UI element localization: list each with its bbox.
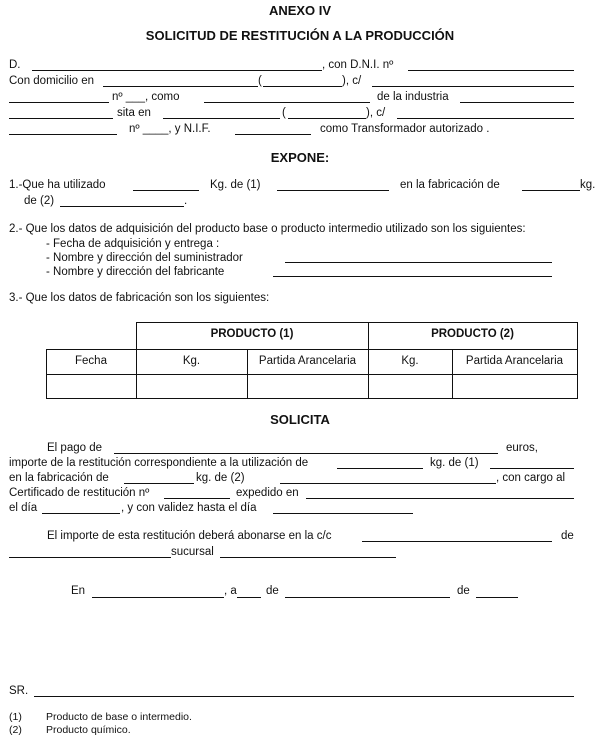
dia-label: el día bbox=[9, 502, 38, 514]
p2-item-suministrador: - Nombre y dirección del suministrador bbox=[46, 252, 243, 264]
fabricacion-label: en la fabricación de bbox=[9, 472, 109, 484]
p2-item-fecha: - Fecha de adquisición y entrega : bbox=[46, 238, 220, 250]
table-group-product2: PRODUCTO (2) bbox=[431, 328, 514, 340]
a-label: , a bbox=[224, 585, 237, 597]
como-label: nº ___, como bbox=[112, 91, 180, 103]
p1-product2-field[interactable] bbox=[60, 206, 184, 207]
footnote-2-text: Producto químico. bbox=[46, 724, 131, 736]
annex-label: ANEXO IV bbox=[268, 3, 332, 18]
table-col-kg1: Kg. bbox=[182, 355, 201, 367]
dni-label: , con D.N.I. nº bbox=[322, 59, 394, 71]
validez-field[interactable] bbox=[273, 513, 413, 514]
utilizacion-kg-field[interactable] bbox=[337, 468, 423, 469]
expone-heading: EXPONE: bbox=[270, 150, 330, 165]
sita-province-field[interactable] bbox=[288, 118, 366, 119]
p1-used-label: 1.-Que ha utilizado bbox=[9, 179, 106, 191]
paren-open-2: ( bbox=[282, 107, 286, 119]
fabricacion-product2-field[interactable] bbox=[280, 483, 496, 484]
banco-field[interactable] bbox=[9, 557, 171, 558]
industria-name-field[interactable] bbox=[9, 118, 113, 119]
name-field[interactable] bbox=[32, 70, 322, 71]
expedido-label: expedido en bbox=[236, 487, 299, 499]
p1-product1-field[interactable] bbox=[277, 190, 389, 191]
kg1-label: kg. de (1) bbox=[430, 457, 479, 469]
p1-kg-label: Kg. de (1) bbox=[210, 179, 261, 191]
utilizacion-product1-field[interactable] bbox=[490, 468, 574, 469]
p2-text: 2.- Que los datos de adquisición del producto base o producto intermedio utilizado son los siguientes: bbox=[9, 223, 526, 235]
sr-label: SR. bbox=[9, 685, 29, 697]
p2-item-fabricante: - Nombre y dirección del fabricante bbox=[46, 266, 225, 278]
pago-label: El pago de bbox=[47, 442, 102, 454]
sita-calle-field[interactable] bbox=[397, 118, 574, 119]
table-cell-partida2[interactable] bbox=[453, 375, 577, 397]
p1-de2-label: de (2) bbox=[24, 195, 55, 207]
cuenta-field[interactable] bbox=[362, 541, 552, 542]
sita-field[interactable] bbox=[163, 118, 280, 119]
nif-label: nº ____, y N.I.F. bbox=[129, 123, 211, 135]
dia-field[interactable] bbox=[42, 513, 120, 514]
expedido-field[interactable] bbox=[306, 498, 574, 499]
certificado-field[interactable] bbox=[164, 498, 230, 499]
p1-fabricacion-label: en la fabricación de bbox=[400, 179, 500, 191]
sr-field[interactable] bbox=[34, 696, 574, 697]
certificado-label: Certificado de restitución nº bbox=[9, 487, 150, 499]
sucursal-field[interactable] bbox=[220, 557, 396, 558]
table-col-kg2: Kg. bbox=[401, 355, 419, 367]
nif-field[interactable] bbox=[235, 134, 311, 135]
table-cell-fecha[interactable] bbox=[47, 375, 136, 397]
calle-label-2: ), c/ bbox=[366, 107, 386, 119]
suministrador-field[interactable] bbox=[285, 262, 552, 263]
paren-open: ( bbox=[258, 75, 262, 87]
domicilio-label: Con domicilio en bbox=[9, 75, 95, 87]
de-label-2: de bbox=[457, 585, 470, 597]
street-number-field[interactable] bbox=[9, 102, 109, 103]
p1-kg2-field[interactable] bbox=[522, 190, 580, 191]
fabricacion-kg-field[interactable] bbox=[124, 483, 194, 484]
table-cell-partida1[interactable] bbox=[248, 375, 368, 397]
form-title: SOLICITUD DE RESTITUCIÓN A LA PRODUCCIÓN bbox=[145, 28, 455, 43]
en-label: En bbox=[71, 585, 86, 597]
p1-quantity-field[interactable] bbox=[133, 190, 199, 191]
pago-field[interactable] bbox=[114, 453, 498, 454]
year-field[interactable] bbox=[476, 597, 518, 598]
footnote-1-text: Producto de base o intermedio. bbox=[46, 711, 192, 723]
lugar-field[interactable] bbox=[92, 597, 224, 598]
month-field[interactable] bbox=[285, 597, 450, 598]
table-cell-kg1[interactable] bbox=[137, 375, 247, 397]
p3-text: 3.- Que los datos de fabricación son los siguientes: bbox=[9, 292, 270, 304]
day-field[interactable] bbox=[237, 597, 261, 598]
abonarse-label: El importe de esta restitución deberá abonarse en la c/c bbox=[47, 530, 332, 542]
table-col-partida1: Partida Arancelaria bbox=[258, 355, 357, 367]
euros-label: euros, bbox=[506, 442, 538, 454]
sita-number-field[interactable] bbox=[9, 134, 117, 135]
fabricante-field[interactable] bbox=[273, 276, 552, 277]
p1-period: . bbox=[184, 195, 188, 207]
footnote-1-num: (1) bbox=[9, 711, 22, 723]
d-label: D. bbox=[9, 59, 21, 71]
calle-field[interactable] bbox=[372, 86, 574, 87]
sita-label: sita en bbox=[117, 107, 151, 119]
de-banco-label: de bbox=[561, 530, 574, 542]
table-group-product1: PRODUCTO (1) bbox=[210, 328, 294, 340]
table-col-partida2: Partida Arancelaria bbox=[465, 355, 564, 367]
p1-kg2-label: kg. bbox=[580, 179, 596, 191]
province-field[interactable] bbox=[263, 86, 342, 87]
transformador-label: como Transformador autorizado . bbox=[320, 123, 490, 135]
importe-label: importe de la restitución correspondiente a la utilización de bbox=[9, 457, 309, 469]
sucursal-label: sucursal bbox=[171, 546, 214, 558]
role-field[interactable] bbox=[204, 102, 370, 103]
domicilio-field[interactable] bbox=[103, 86, 258, 87]
calle-label: ), c/ bbox=[342, 75, 362, 87]
industria-label: de la industria bbox=[377, 91, 449, 103]
table-col-fecha: Fecha bbox=[75, 355, 107, 367]
dni-field[interactable] bbox=[408, 70, 574, 71]
table-cell-kg2[interactable] bbox=[369, 375, 452, 397]
cargo-label: , con cargo al bbox=[496, 472, 566, 484]
validez-label: , y con validez hasta el día bbox=[121, 502, 257, 514]
de-label-1: de bbox=[266, 585, 279, 597]
kg2-label: kg. de (2) bbox=[196, 472, 245, 484]
solicita-heading: SOLICITA bbox=[270, 412, 330, 427]
footnote-2-num: (2) bbox=[9, 724, 22, 736]
industria-field[interactable] bbox=[460, 102, 574, 103]
